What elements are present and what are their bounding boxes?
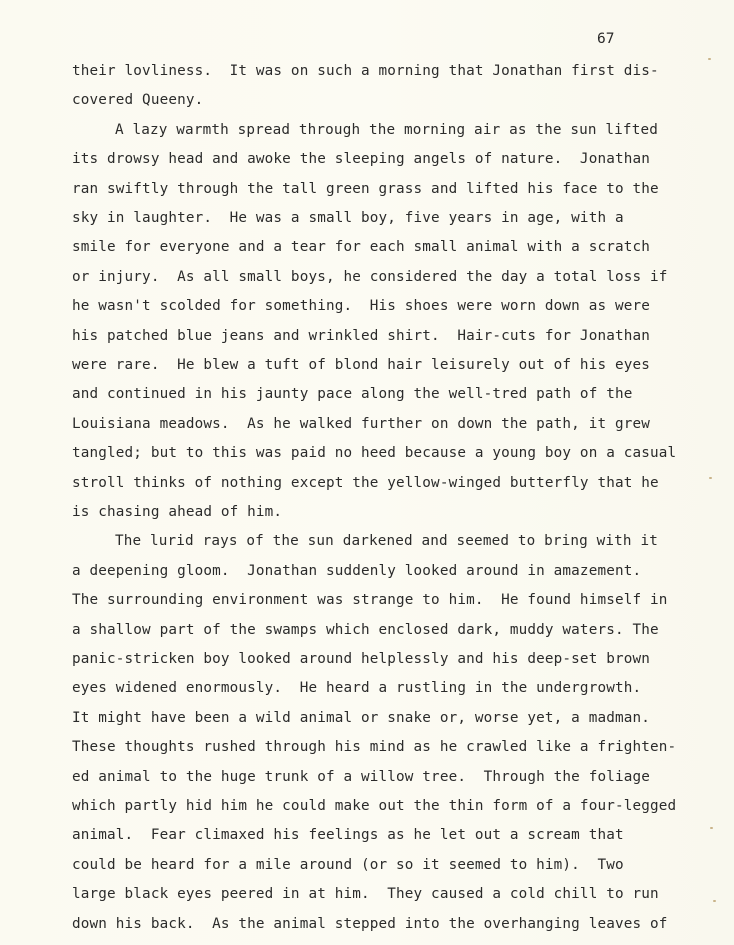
text-line: eyes widened enormously. He heard a rustling in the undergrowth. [72,680,642,697]
text-line: his patched blue jeans and wrinkled shirt. Hair-cuts for Jonathan [72,327,650,344]
text-line: its drowsy head and awoke the sleeping angels of nature. Jonathan [72,151,650,168]
paper-speck [710,827,713,829]
paragraph-first-line: The lurid rays of the sun darkened and seemed to bring with it [115,533,658,550]
text-line: ed animal to the huge trunk of a willow tree. Through the foliage [72,768,650,785]
text-line: were rare. He blew a tuft of blond hair leisurely out of his eyes [72,357,650,373]
text-line: Louisiana meadows. As he walked further on down the path, it grew [72,415,650,432]
text-line: their lovliness. It was on such a morning that Jonathan first dis- [72,63,659,79]
paper-speck [713,900,716,902]
text-line: a deepening gloom. Jonathan suddenly looked around in amazement. [72,562,642,579]
text-line: tangled; but to this was paid no heed because a young boy on a casual [72,445,677,462]
text-line: stroll thinks of nothing except the yellow-winged butterfly that he [72,474,659,491]
text-line: smile for everyone and a tear for each small animal with a scratch [72,239,650,256]
text-line: These thoughts rushed through his mind as he crawled like a frighten- [72,739,677,756]
page-number: 67 [597,31,615,47]
paragraph-first-line: A lazy warmth spread through the morning air as the sun lifted [115,121,658,138]
text-line: and continued in his jaunty pace along the well-tred path of the [72,386,633,403]
text-line: large black eyes peered in at him. They caused a cold chill to run [72,886,659,903]
text-line: he wasn't scolded for something. His shoes were worn down as were [72,298,650,315]
text-line: is chasing ahead of him. [72,504,283,520]
text-line: a shallow part of the swamps which enclosed dark, muddy waters. The [72,621,659,638]
text-line: The surrounding environment was strange to him. He found himself in [72,592,668,609]
text-line: covered Queeny. [72,92,204,109]
text-line: down his back. As the animal stepped into the overhanging leaves of [72,915,668,932]
text-line: panic-stricken boy looked around helplessly and his deep-set brown [72,651,650,667]
text-line: animal. Fear climaxed his feelings as he let out a scream that [72,827,624,844]
paper-speck [708,58,711,60]
text-line: It might have been a wild animal or snake or, worse yet, a madman. [72,709,650,726]
text-line: which partly hid him he could make out the thin form of a four-legged [72,798,677,814]
paper-speck [709,477,712,479]
text-line: could be heard for a mile around (or so it seemed to him). Two [72,856,624,873]
text-line: sky in laughter. He was a small boy, five years in age, with a [72,210,624,226]
text-line: ran swiftly through the tall green grass and lifted his face to the [72,180,659,197]
text-line: or injury. As all small boys, he considered the day a total loss if [72,268,668,285]
